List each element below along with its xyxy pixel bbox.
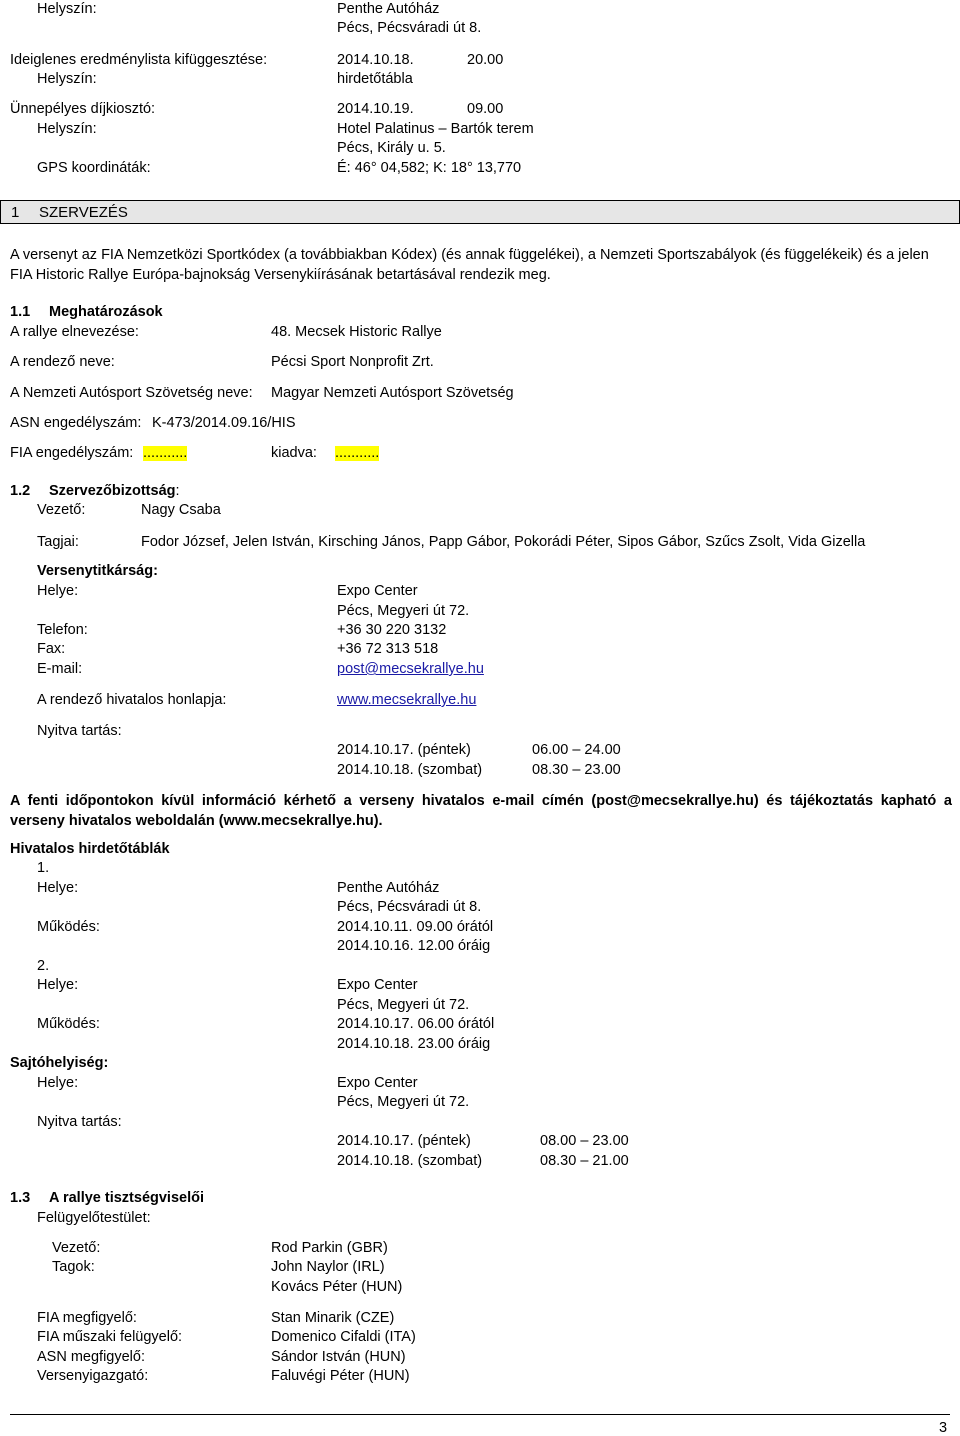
venue-label: Helyszín: <box>37 1 97 17</box>
fax-label: Fax: <box>37 641 66 657</box>
opening-hours-label: Nyitva tartás: <box>37 723 122 739</box>
email-link[interactable]: post@mecsekrallye.hu <box>337 661 484 677</box>
fia-permit-value: ........... <box>143 445 188 461</box>
opening-day2-date: 2014.10.18. (szombat) <box>337 762 483 778</box>
secretariat-place-label: Helye: <box>37 583 79 599</box>
prelim-place-value: hirdetőtábla <box>337 71 413 87</box>
asn-observer-value: Sándor István (HUN) <box>271 1349 406 1365</box>
opening-day2-time: 08.30 – 23.00 <box>532 762 621 778</box>
board2-operation-label: Működés: <box>37 1016 100 1032</box>
issued-value: ........... <box>335 445 380 461</box>
board2-operation-until: 2014.10.18. 23.00 óráig <box>337 1036 491 1052</box>
website-label: A rendező hivatalos honlapja: <box>37 692 227 708</box>
gps-label: GPS koordináták: <box>37 160 151 176</box>
s11-number: 1.1 <box>10 304 31 320</box>
fia-observer-label: FIA megfigyelő: <box>37 1310 137 1326</box>
stewards-label: Felügyelőtestület: <box>37 1210 151 1226</box>
members-value: Fodor József, Jelen István, Kirsching János, Papp Gábor, Pokorádi Péter, Sipos Gábor, Szűcs Zsolt, Vida Gizella <box>141 534 866 550</box>
board1-operation-from: 2014.10.11. 09.00 órától <box>337 919 494 935</box>
award-label: Ünnepélyes díjkiosztó: <box>10 101 156 117</box>
prelim-results-date: 2014.10.18. <box>337 52 414 68</box>
chair-label: Vezető: <box>52 1240 101 1256</box>
prelim-place-label: Helyszín: <box>37 71 97 87</box>
page-number: 3 <box>939 1420 948 1436</box>
asn-name-value: Magyar Nemzeti Autósport Szövetség <box>271 385 514 401</box>
board1-place-value: Penthe Autóház <box>337 880 440 896</box>
s13-title: A rallye tisztségviselői <box>49 1190 205 1206</box>
s11-title: Meghatározások <box>49 304 163 320</box>
board1-place-label: Helye: <box>37 880 79 896</box>
board2-operation-from: 2014.10.17. 06.00 órától <box>337 1016 495 1032</box>
press-day2-time: 08.30 – 21.00 <box>540 1153 629 1169</box>
leader-value: Nagy Csaba <box>141 502 221 518</box>
s12-number: 1.2 <box>10 483 31 499</box>
intro-paragraph: A versenyt az FIA Nemzetközi Sportkódex (a továbbiakban Kódex) (és annak függelékei), a Nemzeti Sportszabályok (és függelékeik) és a jelen FIA Historic Rallye Európa-bajnokság Versenykiírásának betartásával rendezik meg. <box>10 247 929 283</box>
opening-day1-time: 06.00 – 24.00 <box>532 742 621 758</box>
venue-value: Penthe Autóház <box>337 1 440 17</box>
organizer-label: A rendező neve: <box>10 354 115 370</box>
board2-number: 2. <box>37 958 50 974</box>
clerk-of-course-value: Faluvégi Péter (HUN) <box>271 1368 410 1384</box>
stewards-members-label: Tagok: <box>52 1259 95 1275</box>
fia-technical-label: FIA műszaki felügyelő: <box>37 1329 183 1345</box>
notice-boards-title: Hivatalos hirdetőtáblák <box>10 841 170 857</box>
board1-operation-until: 2014.10.16. 12.00 óráig <box>337 938 491 954</box>
phone-value: +36 30 220 3132 <box>337 622 447 638</box>
award-place-address: Pécs, Király u. 5. <box>337 140 446 156</box>
chair-value: Rod Parkin (GBR) <box>271 1240 388 1256</box>
press-place-value: Expo Center <box>337 1075 418 1091</box>
website-link[interactable]: www.mecsekrallye.hu <box>337 692 477 708</box>
asn-name-label: A Nemzeti Autósport Szövetség neve: <box>10 385 253 401</box>
footer-divider <box>10 1414 950 1415</box>
organizer-value: Pécsi Sport Nonprofit Zrt. <box>271 354 434 370</box>
prelim-results-time: 20.00 <box>467 52 504 68</box>
s12-heading: Szervezőbizottság: <box>49 483 180 499</box>
phone-label: Telefon: <box>37 622 88 638</box>
press-opening-label: Nyitva tartás: <box>37 1114 122 1130</box>
email-label: E-mail: <box>37 661 83 677</box>
fax-value: +36 72 313 518 <box>337 641 439 657</box>
section-heading-bar <box>0 200 960 224</box>
award-place-label: Helyszín: <box>37 121 97 137</box>
press-day1-time: 08.00 – 23.00 <box>540 1133 629 1149</box>
rally-name-label: A rallye elnevezése: <box>10 324 139 340</box>
press-day1-date: 2014.10.17. (péntek) <box>337 1133 471 1149</box>
s12-title: Szervezőbizottság <box>49 483 176 499</box>
board2-place-label: Helye: <box>37 977 79 993</box>
s13-number: 1.3 <box>10 1190 31 1206</box>
award-date: 2014.10.19. <box>337 101 414 117</box>
press-room-title: Sajtóhelyiség: <box>10 1055 109 1071</box>
award-place-value: Hotel Palatinus – Bartók terem <box>337 121 534 137</box>
opening-day1-date: 2014.10.17. (péntek) <box>337 742 471 758</box>
board1-number: 1. <box>37 860 50 876</box>
press-place-address: Pécs, Megyeri út 72. <box>337 1094 470 1110</box>
rally-name-value: 48. Mecsek Historic Rallye <box>271 324 442 340</box>
steward-member-1: John Naylor (IRL) <box>271 1259 385 1275</box>
secretariat-title: Versenytitkárság: <box>37 563 158 579</box>
steward-member-2: Kovács Péter (HUN) <box>271 1279 403 1295</box>
fia-permit-label: FIA engedélyszám: <box>10 445 134 461</box>
info-notice: A fenti időpontokon kívül információ kérhető a verseny hivatalos e-mail címén (post@mecsekrallye.hu) és tájékoztatás kapható a verseny hivatalos weboldalán (www.mecsekrallye.hu). <box>10 793 952 829</box>
board2-place-address: Pécs, Megyeri út 72. <box>337 997 470 1013</box>
members-label: Tagjai: <box>37 534 79 550</box>
press-day2-date: 2014.10.18. (szombat) <box>337 1153 483 1169</box>
fia-observer-value: Stan Minarik (CZE) <box>271 1310 395 1326</box>
asn-permit-label: ASN engedélyszám: <box>10 415 142 431</box>
section-title: SZERVEZÉS <box>39 204 128 221</box>
board2-place-value: Expo Center <box>337 977 418 993</box>
secretariat-place-address: Pécs, Megyeri út 72. <box>337 603 470 619</box>
leader-label: Vezető: <box>37 502 86 518</box>
board1-place-address: Pécs, Pécsváradi út 8. <box>337 899 482 915</box>
clerk-of-course-label: Versenyigazgató: <box>37 1368 149 1384</box>
fia-technical-value: Domenico Cifaldi (ITA) <box>271 1329 416 1345</box>
asn-permit-value: K-473/2014.09.16/HIS <box>152 415 296 431</box>
prelim-results-label: Ideiglenes eredménylista kifüggesztése: <box>10 52 268 68</box>
venue-address: Pécs, Pécsváradi út 8. <box>337 20 482 36</box>
award-time: 09.00 <box>467 101 504 117</box>
issued-label: kiadva: <box>271 445 317 461</box>
asn-observer-label: ASN megfigyelő: <box>37 1349 145 1365</box>
section-number: 1 <box>11 204 20 221</box>
gps-value: É: 46° 04,582; K: 18° 13,770 <box>337 160 522 176</box>
board1-operation-label: Működés: <box>37 919 100 935</box>
secretariat-place-value: Expo Center <box>337 583 418 599</box>
press-place-label: Helye: <box>37 1075 79 1091</box>
